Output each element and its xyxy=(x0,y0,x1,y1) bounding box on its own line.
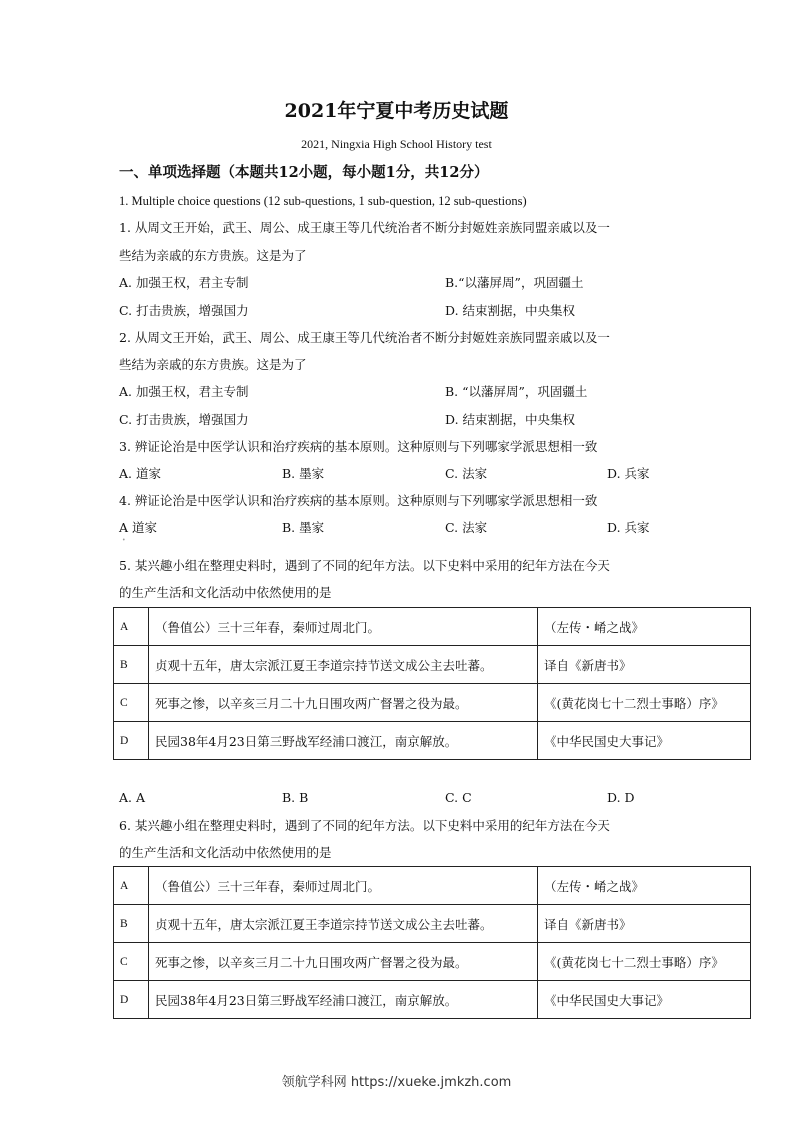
q4-option-d: D. 兵家 xyxy=(607,520,650,535)
table-row xyxy=(114,684,751,722)
q3-option-a: A. 道家 xyxy=(119,466,161,481)
q5-source-table xyxy=(113,607,751,760)
q4-option-c: C. 法家 xyxy=(445,520,488,535)
row-text: 贞观十五年，唐太宗派江夏王李道宗持节送文成公主去吐蕃。 xyxy=(149,646,538,684)
q4-stem-line1: 4. 辨证论治是中医学认识和治疗疾病的基本原则。这种原则与下列哪家学派思想相一致 xyxy=(119,493,598,508)
row-key: A xyxy=(114,608,149,646)
row-text: （鲁值公）三十三年春，秦师过周北门。 xyxy=(149,867,538,905)
q4-option-b: B. 墨家 xyxy=(282,520,325,535)
table-row xyxy=(114,867,751,905)
table-row xyxy=(114,646,751,684)
watermark-footer: 领航学科网 https://xueke.jmkzh.com xyxy=(281,1075,512,1090)
row-key: D xyxy=(114,981,149,1019)
q2-option-b: B. “以藩屏周”，巩固疆土 xyxy=(445,384,588,399)
row-source: 《(黄花岗七十二烈士事略）序》 xyxy=(538,943,751,981)
table-row xyxy=(114,722,751,760)
table-row xyxy=(114,981,751,1019)
row-source: （左传・崤之战》 xyxy=(538,608,751,646)
q1-option-c: C. 打击贵族，增强国力 xyxy=(119,303,249,318)
row-text: （鲁值公）三十三年春，秦师过周北门。 xyxy=(149,608,538,646)
section-heading: 一、单项选择题（本题共12小题，每小题1分，共12分） xyxy=(119,164,489,181)
section-heading-en: 1. Multiple choice questions (12 sub-questions, 1 sub-question, 12 sub-questions) xyxy=(119,194,527,208)
q6-stem-line1: 6. 某兴趣小组在整理史料时，遇到了不同的纪年方法。以下史料中采用的纪年方法在今天 xyxy=(119,818,610,833)
q3-option-c: C. 法家 xyxy=(445,466,488,481)
q3-option-d: D. 兵家 xyxy=(607,466,650,481)
row-source: 《中华民国史大事记》 xyxy=(538,722,751,760)
q6-source-table xyxy=(113,866,751,1019)
row-source: （左传・崤之战》 xyxy=(538,867,751,905)
q3-option-b: B. 墨家 xyxy=(282,466,325,481)
row-source: 《(黄花岗七十二烈士事略）序》 xyxy=(538,684,751,722)
row-key: C xyxy=(114,943,149,981)
table-row xyxy=(114,905,751,943)
q2-option-d: D. 结束割据，中央集权 xyxy=(445,412,576,427)
row-text: 民园38年4月23日第三野战军经浦口渡江，南京解放。 xyxy=(149,722,538,760)
q4-option-a: A 道家 xyxy=(119,520,158,535)
stray-dot: • xyxy=(122,537,126,544)
table-row xyxy=(114,943,751,981)
page-title: 2021年宁夏中考历史试题 xyxy=(284,100,509,122)
q2-stem-line2: 些结为亲戚的东方贵族。这是为了 xyxy=(119,357,307,372)
table-row xyxy=(114,608,751,646)
q3-stem-line1: 3. 辨证论治是中医学认识和治疗疾病的基本原则。这种原则与下列哪家学派思想相一致 xyxy=(119,439,598,454)
q1-option-b: B.“以藩屏周”，巩固疆土 xyxy=(445,275,584,290)
q5-option-c: C. C xyxy=(445,790,472,805)
q1-stem-line1: 1. 从周文王开始，武王、周公、成王康王等几代统治者不断分封姬姓亲族同盟亲戚以及一 xyxy=(119,220,610,235)
q1-option-d: D. 结束割据，中央集权 xyxy=(445,303,576,318)
row-source: 译自《新唐书》 xyxy=(538,905,751,943)
q6-stem-line2: 的生产生活和文化活动中依然使用的是 xyxy=(119,845,332,860)
q2-stem-line1: 2. 从周文王开始，武王、周公、成王康王等几代统治者不断分封姬姓亲族同盟亲戚以及一 xyxy=(119,330,610,345)
page-subtitle: 2021, Ningxia High School History test xyxy=(301,137,492,151)
q5-option-a: A. A xyxy=(119,790,146,805)
q5-option-b: B. B xyxy=(282,790,309,805)
q1-option-a: A. 加强王权，君主专制 xyxy=(119,275,249,290)
row-text: 贞观十五年，唐太宗派江夏王李道宗持节送文成公主去吐蕃。 xyxy=(149,905,538,943)
row-key: B xyxy=(114,905,149,943)
row-source: 译自《新唐书》 xyxy=(538,646,751,684)
row-text: 死事之惨，以辛亥三月二十九日围攻两广督署之役为最。 xyxy=(149,684,538,722)
q5-stem-line2: 的生产生活和文化活动中依然使用的是 xyxy=(119,585,332,600)
row-key: B xyxy=(114,646,149,684)
row-key: C xyxy=(114,684,149,722)
q2-option-c: C. 打击贵族，增强国力 xyxy=(119,412,249,427)
q1-stem-line2: 些结为亲戚的东方贵族。这是为了 xyxy=(119,248,307,263)
row-key: D xyxy=(114,722,149,760)
q5-option-d: D. D xyxy=(607,790,635,805)
row-source: 《中华民国史大事记》 xyxy=(538,981,751,1019)
row-key: A xyxy=(114,867,149,905)
row-text: 民园38年4月23日第三野战军经浦口渡江，南京解放。 xyxy=(149,981,538,1019)
row-text: 死事之惨，以辛亥三月二十九日围攻两广督署之役为最。 xyxy=(149,943,538,981)
q5-stem-line1: 5. 某兴趣小组在整理史料时，遇到了不同的纪年方法。以下史料中采用的纪年方法在今天 xyxy=(119,558,610,573)
q2-option-a: A. 加强王权，君主专制 xyxy=(119,384,249,399)
